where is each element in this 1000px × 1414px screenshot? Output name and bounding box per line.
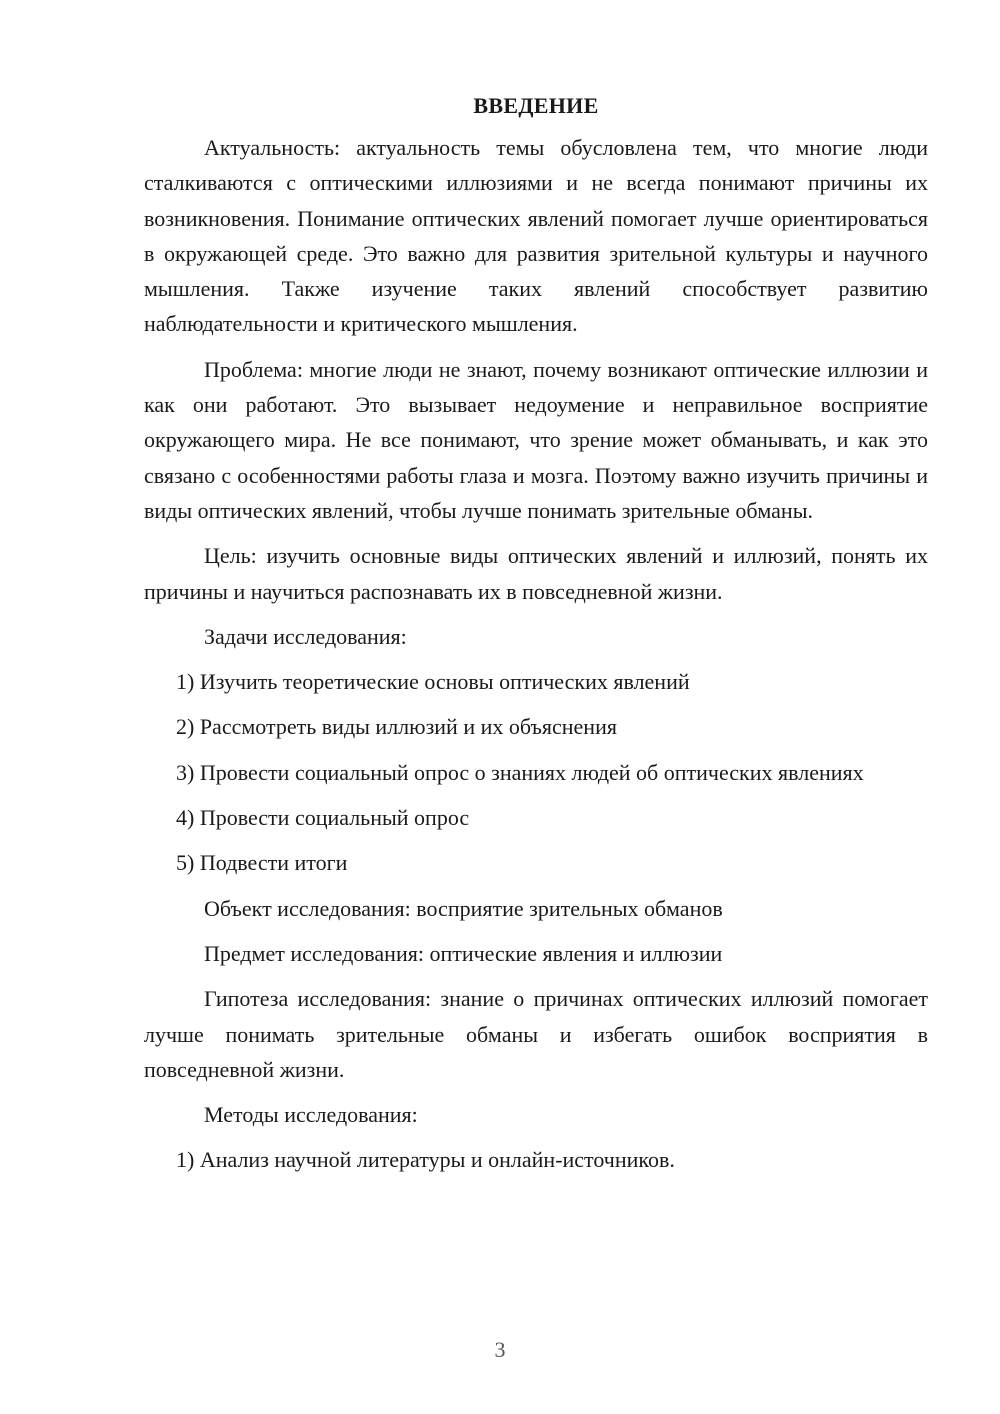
task-item-3: 3) Провести социальный опрос о знаниях людей об оптических явлениях <box>176 759 864 785</box>
section-title: ВВЕДЕНИЕ <box>473 93 599 118</box>
goal-paragraph: Цель: изучить основные виды оптических явлений и иллюзий, понять их причины и научиться распознавать их в повседневной жизни. <box>144 543 928 604</box>
task-item-4: 4) Провести социальный опрос <box>176 805 470 831</box>
document-page <box>144 92 928 1188</box>
tasks-heading: Задачи исследования: <box>204 623 407 649</box>
research-object: Объект исследования: восприятие зрительных обманов <box>204 895 723 921</box>
problem-paragraph: Проблема: многие люди не знают, почему возникают оптические иллюзии и как они работают. Это вызывает недоумение и неправильное восприятие окружающего мира. Не все понимают, что зрение может обманывать, и как это связано с особенностями работы глаза и мозга. Поэтому важно изучить причины и виды оптических явлений, чтобы лучше понимать зрительные обманы. <box>144 356 928 523</box>
task-item-1: 1) Изучить теоретические основы оптических явлений <box>176 669 690 695</box>
methods-heading: Методы исследования: <box>204 1102 418 1128</box>
research-subject: Предмет исследования: оптические явления и иллюзии <box>204 940 723 966</box>
task-item-5: 5) Подвести итоги <box>176 850 348 876</box>
method-item-1: 1) Анализ научной литературы и онлайн-источников. <box>176 1147 675 1173</box>
actuality-paragraph: Актуальность: актуальность темы обусловлена тем, что многие люди сталкиваются с оптическими иллюзиями и не всегда понимают причины их возникновения. Понимание оптических явлений помогает лучше ориентироваться в окружающей среде. Это важно для развития зрительной культуры и научного мышления. Также изучение таких явлений способствует развитию наблюдательности и критического мышления. <box>144 135 928 337</box>
page-number: 3 <box>494 1337 506 1362</box>
task-item-2: 2) Рассмотреть виды иллюзий и их объяснения <box>176 714 617 740</box>
hypothesis-paragraph: Гипотеза исследования: знание о причинах оптических иллюзий помогает лучше понимать зрительные обманы и избегать ошибок восприятия в повседневной жизни. <box>144 986 928 1082</box>
